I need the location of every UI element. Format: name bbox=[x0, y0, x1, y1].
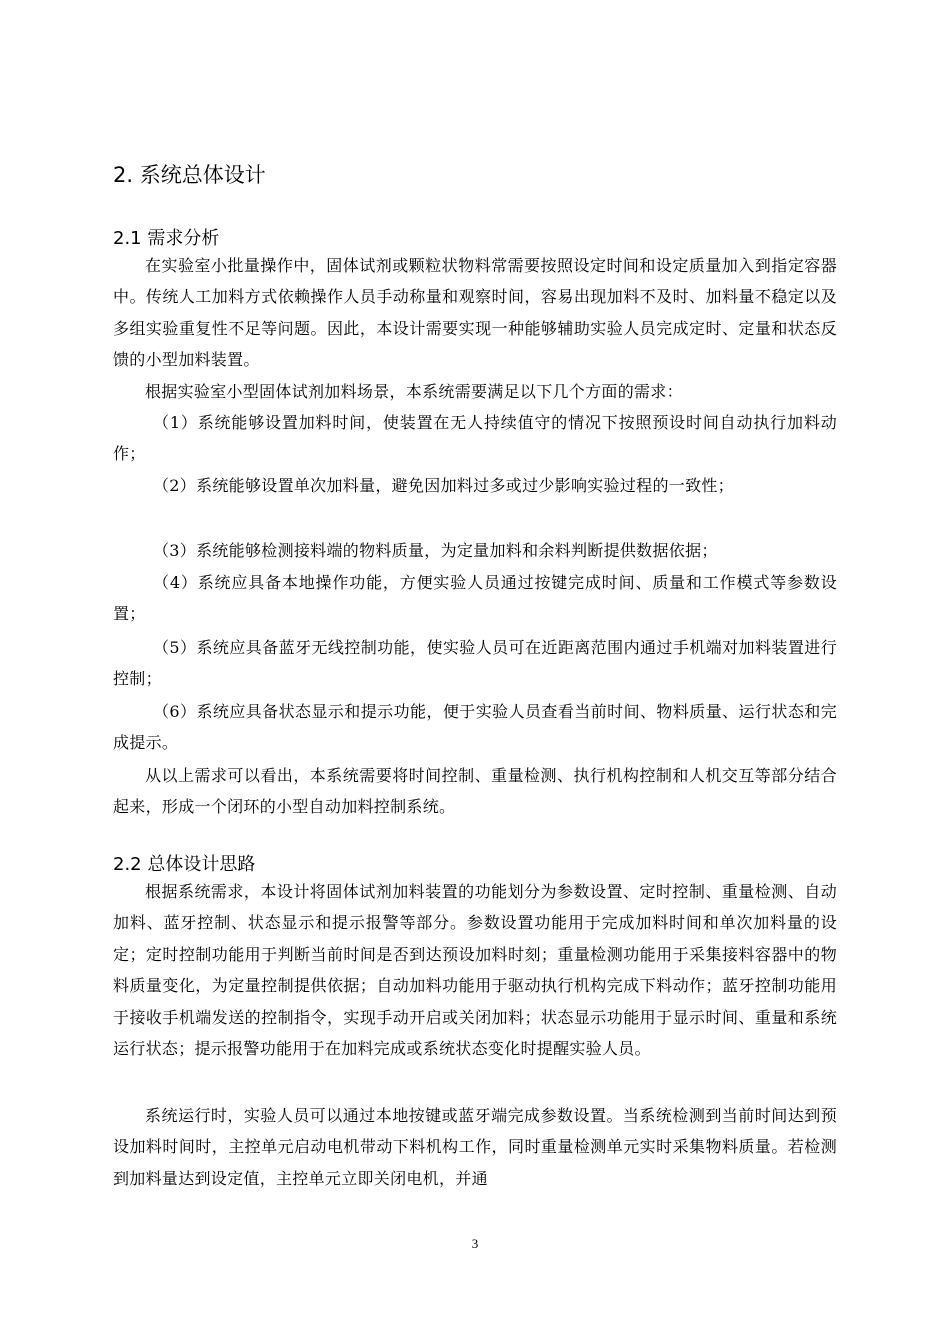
page-number: 3 bbox=[471, 1236, 479, 1251]
paragraph: 在实验室小批量操作中，固体试剂或颗粒状物料常需要按照设定时间和设定质量加入到指定容器中。传统人工加料方式依赖操作人员手动称量和观察时间，容易出现加料不及时、加料量不稳定以及多组实验重复性不足等问题。因此，本设计需要实现一种能够辅助实验人员完成定时、定量和状态反馈的小型加料装置。 bbox=[113, 256, 837, 370]
paragraph: 系统运行时，实验人员可以通过本地按键或蓝牙端完成参数设置。当系统检测到当前时间达到预设加料时间时，主控单元启动电机带动下料机构工作，同时重量检测单元实时采集物料质量。若检测到加料量达到设定值，主控单元立即关闭电机，并通 bbox=[113, 1106, 837, 1188]
paragraph: 从以上需求可以看出，本系统需要将时间控制、重量检测、执行机构控制和人机交互等部分结合起来，形成一个闭环的小型自动加料控制系统。 bbox=[113, 766, 837, 817]
section-title: 2. 系统总体设计 bbox=[113, 163, 266, 187]
requirement-item-3: （3）系统能够检测接料端的物料质量，为定量加料和余料判断提供数据依据； bbox=[153, 541, 718, 560]
subsection-title-2-1: 2.1 需求分析 bbox=[113, 228, 220, 249]
requirement-item-5: （5）系统应具备蓝牙无线控制功能，使实验人员可在近距离范围内通过手机端对加料装置进行控制； bbox=[113, 638, 837, 689]
requirement-item-4: （4）系统应具备本地操作功能，方便实验人员通过按键完成时间、质量和工作模式等参数设置； bbox=[113, 573, 837, 624]
requirement-item-1: （1）系统能够设置加料时间，使装置在无人持续值守的情况下按照预设时间自动执行加料动作； bbox=[113, 413, 837, 464]
subsection-title-2-2: 2.2 总体设计思路 bbox=[113, 854, 256, 875]
requirement-item-2: （2）系统能够设置单次加料量，避免因加料过多或过少影响实验过程的一致性； bbox=[153, 476, 734, 495]
requirement-item-6: （6）系统应具备状态显示和提示功能，便于实验人员查看当前时间、物料质量、运行状态和完成提示。 bbox=[113, 702, 837, 753]
paragraph: 根据实验室小型固体试剂加料场景，本系统需要满足以下几个方面的需求： bbox=[145, 382, 683, 401]
paragraph: 根据系统需求，本设计将固体试剂加料装置的功能划分为参数设置、定时控制、重量检测、自动加料、蓝牙控制、状态显示和提示报警等部分。参数设置功能用于完成加料时间和单次加料量的设定；定时控制功能用于判断当前时间是否到达预设加料时刻；重量检测功能用于采集接料容器中的物料质量变化，为定量控制提供依据；自动加料功能用于驱动执行机构完成下料动作；蓝牙控制功能用于接收手机端发送的控制指令，实现手动开启或关闭加料；状态显示功能用于显示时间、重量和系统运行状态；提示报警功能用于在加料完成或系统状态变化时提醒实验人员。 bbox=[113, 882, 837, 1059]
